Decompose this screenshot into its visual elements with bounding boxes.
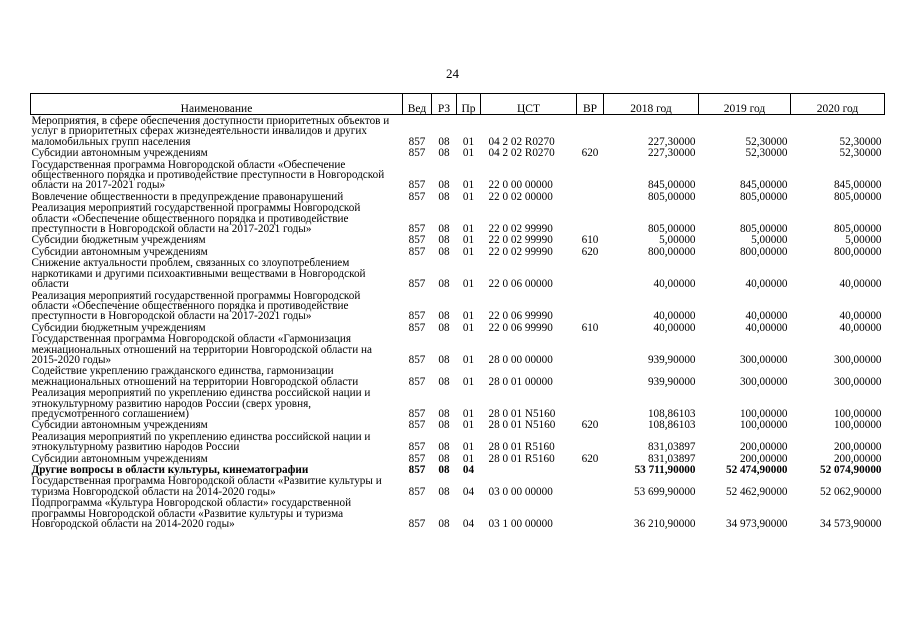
row-vr — [577, 497, 604, 529]
row-name: Государственная программа Новгородской области «Обеспечение общественного порядка и противодействие преступности в Новгородской области на 2017-2021 годы» — [31, 158, 385, 192]
row-vr — [577, 431, 604, 453]
row-2020: 52 062,90000 — [819, 485, 882, 498]
row-2020: 300,00000 — [833, 375, 882, 388]
row-pr: 01 — [462, 452, 475, 465]
row-vr — [577, 464, 604, 475]
row-2019: 34 973,90000 — [725, 518, 788, 531]
row-2020: 52,30000 — [839, 147, 882, 160]
row-cst: 22 0 06 99990 — [488, 310, 553, 323]
row-2018: 831,03897 — [647, 452, 696, 465]
row-pr: 01 — [462, 190, 475, 203]
row-2020: 300,00000 — [833, 353, 882, 366]
table-row — [31, 333, 885, 365]
row-vr — [577, 202, 604, 234]
row-name: Реализация мероприятий по укреплению единства российской нации и этнокультурному развитию народов России (сверх уровня, предусмотренного соглашением) — [31, 387, 371, 420]
row-pr: 01 — [462, 353, 475, 366]
row-2019: 100,00000 — [739, 419, 788, 432]
row-rz: 08 — [438, 375, 450, 388]
row-2020: 800,00000 — [833, 245, 882, 258]
row-2020: 52 074,90000 — [819, 464, 882, 476]
row-2018: 845,00000 — [647, 179, 696, 192]
row-name: Государственная программа Новгородской области «Гармонизация межнациональных отношений на территории Новгородской области на 2015-2020 годы» — [31, 333, 372, 366]
row-2018: 5,00000 — [659, 234, 696, 247]
table-row — [31, 234, 885, 245]
row-ved: 857 — [408, 441, 426, 454]
row-pr: 01 — [462, 310, 475, 323]
row-2018: 800,00000 — [647, 245, 696, 258]
row-ved: 857 — [408, 407, 426, 420]
row-rz: 08 — [438, 464, 450, 476]
row-pr: 01 — [462, 179, 475, 192]
row-name: Субсидии автономным учреждениям — [31, 245, 208, 258]
row-2019: 800,00000 — [739, 245, 788, 258]
table-row — [31, 191, 885, 202]
row-cst: 22 0 02 99990 — [488, 245, 553, 258]
row-rz: 08 — [438, 234, 450, 247]
row-2018: 831,03897 — [647, 441, 696, 454]
table-row — [31, 290, 885, 322]
row-vr: 620 — [581, 147, 599, 160]
row-cst: 04 2 02 R0270 — [488, 135, 555, 148]
row-rz: 08 — [438, 419, 450, 432]
row-2020: 200,00000 — [833, 441, 882, 454]
row-ved: 857 — [408, 234, 426, 247]
row-name: Государственная программа Новгородской области «Развитие культуры и туризма Новгородской области на 2014-2020 годы» — [31, 475, 382, 498]
row-cst: 03 1 00 00000 — [488, 518, 553, 531]
row-rz: 08 — [438, 518, 450, 531]
row-vr — [577, 159, 604, 191]
row-vr — [577, 387, 604, 419]
row-cst: 22 0 02 00000 — [488, 190, 553, 203]
row-rz: 08 — [438, 223, 450, 236]
table-row — [31, 419, 885, 430]
row-cst: 28 0 01 R5160 — [488, 441, 555, 454]
row-name: Реализация мероприятий государственной программы Новгородской области «Обеспечение общественного порядка и противодействие преступности в Новгородской области на 2017-2021 годы» — [31, 202, 361, 236]
row-2018: 40,00000 — [653, 278, 696, 291]
row-2018: 227,30000 — [647, 135, 696, 148]
table-row — [31, 202, 885, 234]
row-2018: 53 699,90000 — [633, 485, 696, 498]
row-pr: 01 — [462, 223, 475, 236]
row-name: Вовлечение общественности в предупреждение правонарушений — [31, 190, 344, 203]
row-2018: 805,00000 — [647, 223, 696, 236]
row-cst: 22 0 02 99990 — [488, 223, 553, 236]
row-rz: 08 — [438, 441, 450, 454]
row-name: Снижение актуальности проблем, связанных со злоупотреблением наркотиками и другими психоактивными веществами в Новгородской области — [31, 257, 366, 291]
row-2019: 5,00000 — [751, 234, 788, 247]
row-cst: 28 0 00 00000 — [488, 353, 553, 366]
row-2018: 805,00000 — [647, 190, 696, 203]
row-rz: 08 — [438, 147, 450, 160]
row-cst: 28 0 01 N5160 — [488, 419, 556, 432]
row-2019: 52 462,90000 — [725, 485, 788, 498]
row-rz: 08 — [438, 310, 450, 323]
row-2020: 5,00000 — [845, 234, 882, 247]
row-ved: 857 — [408, 452, 426, 465]
row-vr: 620 — [581, 452, 599, 465]
page-number: 24 — [446, 66, 459, 81]
header-2020: 2020 год — [791, 94, 885, 115]
row-pr: 01 — [462, 245, 475, 258]
header-name: Наименование — [31, 94, 403, 115]
row-2020: 100,00000 — [833, 419, 882, 432]
row-2018: 939,90000 — [647, 375, 696, 388]
row-name: Субсидии автономным учреждениям — [31, 419, 208, 432]
row-name: Мероприятия, в сфере обеспечения доступности приоритетных объектов и услуг в приоритетных сферах жизнедеятельности инвалидов и других маломобильных групп населения — [31, 115, 390, 148]
row-2019: 300,00000 — [739, 353, 788, 366]
row-rz: 08 — [438, 353, 450, 366]
row-name: Субсидии автономным учреждениям — [31, 147, 208, 160]
row-2020: 52,30000 — [839, 135, 882, 148]
row-cst: 22 0 06 99990 — [488, 321, 553, 334]
row-2018: 36 210,90000 — [633, 518, 696, 531]
row-pr: 01 — [462, 278, 475, 291]
row-name: Субсидии бюджетным учреждениям — [31, 321, 206, 334]
row-vr — [577, 257, 604, 289]
row-cst: 28 0 01 N5160 — [488, 407, 556, 420]
row-vr: 620 — [581, 419, 599, 432]
row-ved: 857 — [408, 375, 426, 388]
row-2019: 200,00000 — [739, 441, 788, 454]
table-row — [31, 365, 885, 387]
table-row — [31, 475, 885, 497]
table-row — [31, 115, 885, 148]
header-vr: ВР — [577, 94, 604, 115]
row-2019: 40,00000 — [745, 310, 788, 323]
row-2020: 845,00000 — [833, 179, 882, 192]
row-2018: 227,30000 — [647, 147, 696, 160]
table-row — [31, 147, 885, 158]
row-2018: 108,86103 — [647, 419, 696, 432]
row-name: Субсидии автономным учреждениям — [31, 452, 208, 465]
row-2019: 200,00000 — [739, 452, 788, 465]
header-rz: РЗ — [432, 94, 457, 115]
row-ved: 857 — [408, 135, 426, 148]
row-vr — [577, 333, 604, 365]
row-ved: 857 — [408, 464, 426, 476]
row-cst: 28 0 01 00000 — [488, 375, 553, 388]
row-2019: 40,00000 — [745, 321, 788, 334]
row-vr: 610 — [581, 321, 599, 334]
row-vr: 620 — [581, 245, 599, 258]
row-name: Подпрограмма «Культура Новгородской области» государственной программы Новгородской области «Развитие культуры и туризма Новгородской области на 2014-2020 годы» — [31, 497, 352, 531]
row-vr — [577, 115, 604, 148]
table-row — [31, 464, 885, 475]
table-row — [31, 322, 885, 333]
row-2020: 805,00000 — [833, 223, 882, 236]
row-2020: 40,00000 — [839, 310, 882, 323]
row-rz: 08 — [438, 179, 450, 192]
row-cst: 03 0 00 00000 — [488, 485, 553, 498]
row-pr: 01 — [462, 234, 475, 247]
row-2018: 939,90000 — [647, 353, 696, 366]
row-cst — [481, 464, 577, 475]
row-vr — [577, 475, 604, 497]
row-ved: 857 — [408, 353, 426, 366]
row-pr: 01 — [462, 419, 475, 432]
row-2019: 52,30000 — [745, 147, 788, 160]
table-row — [31, 159, 885, 191]
row-ved: 857 — [408, 310, 426, 323]
row-ved: 857 — [408, 190, 426, 203]
row-pr: 01 — [462, 441, 475, 454]
row-name: Другие вопросы в области культуры, кинематографии — [31, 464, 309, 476]
table-row — [31, 453, 885, 464]
row-rz: 08 — [438, 485, 450, 498]
row-2019: 300,00000 — [739, 375, 788, 388]
row-2020: 40,00000 — [839, 278, 882, 291]
row-pr: 01 — [462, 407, 475, 420]
row-rz: 08 — [438, 245, 450, 258]
row-name: Реализация мероприятий государственной программы Новгородской области «Обеспечение общественного порядка и противодействие преступности в Новгородской области на 2017-2021 годы» — [31, 289, 361, 323]
row-cst: 28 0 01 R5160 — [488, 452, 555, 465]
row-2020: 805,00000 — [833, 190, 882, 203]
row-name: Содействие укреплению гражданского единства, гармонизации межнациональных отношений на территории Новгородской области — [31, 365, 359, 388]
row-pr: 04 — [462, 518, 475, 531]
table-row — [31, 431, 885, 453]
table-row — [31, 246, 885, 257]
row-ved: 857 — [408, 278, 426, 291]
row-rz: 08 — [438, 190, 450, 203]
header-2018: 2018 год — [604, 94, 699, 115]
row-ved: 857 — [408, 321, 426, 334]
row-vr — [577, 290, 604, 322]
row-2020: 100,00000 — [833, 407, 882, 420]
header-ved: Вед — [403, 94, 432, 115]
row-cst: 22 0 00 00000 — [488, 179, 553, 192]
header-cst: ЦСТ — [481, 94, 577, 115]
budget-table — [30, 93, 885, 529]
table-row — [31, 497, 885, 529]
row-pr: 04 — [462, 464, 475, 476]
row-rz: 08 — [438, 452, 450, 465]
row-vr — [577, 191, 604, 202]
row-ved: 857 — [408, 223, 426, 236]
row-pr: 01 — [462, 375, 475, 388]
row-ved: 857 — [408, 419, 426, 432]
header-2019: 2019 год — [699, 94, 791, 115]
row-ved: 857 — [408, 245, 426, 258]
row-ved: 857 — [408, 147, 426, 160]
row-2018: 40,00000 — [653, 310, 696, 323]
row-2018: 40,00000 — [653, 321, 696, 334]
row-ved: 857 — [408, 179, 426, 192]
header-pr: Пр — [457, 94, 481, 115]
table-header-row — [31, 94, 885, 115]
row-ved: 857 — [408, 485, 426, 498]
row-rz: 08 — [438, 407, 450, 420]
row-rz: 08 — [438, 278, 450, 291]
row-2019: 805,00000 — [739, 223, 788, 236]
row-2020: 40,00000 — [839, 321, 882, 334]
table-row — [31, 387, 885, 419]
row-2019: 40,00000 — [745, 278, 788, 291]
row-cst: 22 0 06 00000 — [488, 278, 553, 291]
row-2020: 200,00000 — [833, 452, 882, 465]
row-pr: 01 — [462, 135, 475, 148]
row-cst: 04 2 02 R0270 — [488, 147, 555, 160]
row-name: Субсидии бюджетным учреждениям — [31, 234, 206, 247]
row-2020: 34 573,90000 — [819, 518, 882, 531]
row-cst: 22 0 02 99990 — [488, 234, 553, 247]
row-2019: 100,00000 — [739, 407, 788, 420]
row-pr: 04 — [462, 485, 475, 498]
row-pr: 01 — [462, 321, 475, 334]
row-vr: 610 — [581, 234, 599, 247]
row-rz: 08 — [438, 135, 450, 148]
row-2019: 805,00000 — [739, 190, 788, 203]
row-ved: 857 — [408, 518, 426, 531]
row-2019: 52,30000 — [745, 135, 788, 148]
row-rz: 08 — [438, 321, 450, 334]
row-2019: 52 474,90000 — [725, 464, 788, 476]
row-name: Реализация мероприятий по укреплению единства российской нации и этнокультурному развитию народов России — [31, 430, 371, 454]
row-vr — [577, 365, 604, 387]
row-2018: 53 711,90000 — [634, 464, 696, 476]
row-2019: 845,00000 — [739, 179, 788, 192]
row-pr: 01 — [462, 147, 475, 160]
table-row — [31, 257, 885, 289]
row-2018: 108,86103 — [647, 407, 696, 420]
